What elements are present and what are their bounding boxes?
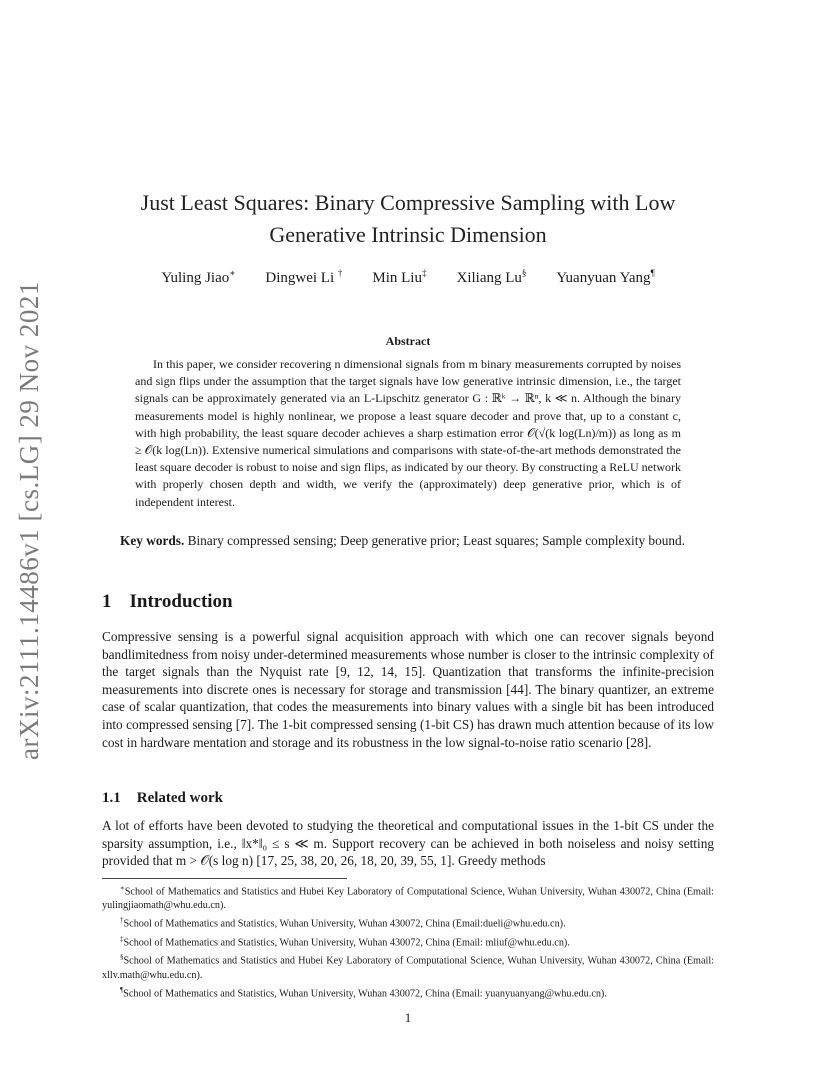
author-1 xyxy=(161,268,235,287)
author-name: Min Liu xyxy=(372,270,422,286)
page-number: 1 xyxy=(404,1010,412,1025)
subsection-title: Related work xyxy=(136,790,223,806)
footnote-mark: ∗ xyxy=(120,884,125,892)
author-name: Yuling Jiao xyxy=(161,270,230,286)
footnote-mark: ‡ xyxy=(120,934,124,943)
abstract-body: In this paper, we consider recovering n dimensional signals from m binary measurements corrupted by noises and sign flips under the assumption that the target signals have low generative intrinsic dimension, i.e., the target signals can be approximately generated via an L-Lipschitz generator G : ℝᵏ → ℝⁿ, k ≪ n. Although the binary measurements model is highly nonlinear, we propose a least square decoder and prove that, up to a constant c, with high probability, the least square decoder achieves a sharp estimation error 𝒪(√(k log(Ln)/m)) as long as m ≥ 𝒪(k log(Ln)). Extensive numerical simulations and comparisons with state-of-the-art methods demonstrated the least square decoder is robust to noise and sign flips, as indicated by our theory. By constructing a ReLU network with properly chosen depth and width, we verify the (approximately) deep generative prior, which is of independent interest. xyxy=(135,357,681,509)
footnote-5 xyxy=(102,983,714,1001)
footnotes xyxy=(102,881,714,1001)
footnote-text: School of Mathematics and Statistics, Wuhan University, Wuhan 430072, China (Email: mliuf@whu.edu.cn). xyxy=(123,937,570,949)
author-name: Xiliang Lu xyxy=(456,270,522,286)
footnote-mark: † xyxy=(120,916,124,925)
author-name: Yuanyuan Yang xyxy=(556,270,651,286)
section-number: 1 xyxy=(102,591,112,612)
author-5 xyxy=(556,268,654,287)
subsection-number: 1.1 xyxy=(102,790,121,806)
author-4 xyxy=(456,268,526,287)
author-mark: ¶ xyxy=(650,268,655,278)
author-2 xyxy=(265,268,342,287)
section-title: Introduction xyxy=(129,591,233,612)
footnote-4 xyxy=(102,950,714,982)
footnote-mark: ¶ xyxy=(120,985,124,994)
title-line-2: Generative Intrinsic Dimension xyxy=(269,222,547,247)
footnote-mark: § xyxy=(120,953,124,962)
subsection-heading-related-work xyxy=(102,790,223,807)
title-line-1: Just Least Squares: Binary Compressive Sampling with Low xyxy=(140,190,676,215)
author-3 xyxy=(372,268,426,287)
author-name: Dingwei Li xyxy=(265,270,335,286)
author-mark: § xyxy=(521,268,527,278)
section-heading-introduction xyxy=(102,591,233,613)
introduction-paragraph: Compressive sensing is a powerful signal acquisition approach with which one can recover signals beyond bandlimitedness from noisy under-determined measurements whose number is closer to the intrinsic complexity of the target signals than the Nyquist rate [9, 12, 14, 15]. Quantization that transforms the infinite-precision measurements into discrete ones is necessary for storage and transmission [44]. The binary quantizer, an extreme case of scalar quantization, that codes the measurements into binary values with a single bit has been introduced into compressed sensing [7]. The 1-bit compressed sensing (1-bit CS) has drawn much attention because of its low cost in hardware mentation and storage and its robustness in the low signal-to-noise ratio scenario [28]. xyxy=(102,629,714,750)
footnote-1 xyxy=(102,881,714,913)
footnote-text: School of Mathematics and Statistics, Wuhan University, Wuhan 430072, China (Email:dueli@whu.edu.cn). xyxy=(123,918,566,930)
footnote-text: School of Mathematics and Statistics and Hubei Key Laboratory of Computational Science, Wuhan University, Wuhan 430072, China (Email: yulingjiaomath@whu.edu.cn). xyxy=(102,886,714,912)
author-mark: ∗ xyxy=(229,268,236,278)
author-mark: † xyxy=(337,268,343,278)
footnote-2 xyxy=(102,913,714,931)
keywords xyxy=(102,532,714,550)
footnote-separator xyxy=(102,878,347,879)
author-list xyxy=(102,268,714,287)
paper-title xyxy=(102,187,714,251)
keywords-text: Binary compressed sensing; Deep generative prior; Least squares; Sample complexity bound. xyxy=(187,533,685,548)
footnote-3 xyxy=(102,932,714,950)
footnote-text: School of Mathematics and Statistics and Hubei Key Laboratory of Computational Science, Wuhan University, Wuhan 430072, China (Email: xllv.math@whu.edu.cn). xyxy=(102,955,714,981)
author-mark: ‡ xyxy=(421,268,427,278)
arxiv-stamp: arXiv:2111.14486v1 [cs.LG] 29 Nov 2021 xyxy=(14,281,44,760)
related-work-paragraph: A lot of efforts have been devoted to studying the theoretical and computational issues in the 1-bit CS under the sparsity assumption, i.e., ‖x*‖₀ ≤ s ≪ m. Support recovery can be achieved in both noiseless and noisy setting provided that m > 𝒪(s log n) [17, 25, 38, 20, 26, 18, 20, 39, 55, 1]. Greedy methods xyxy=(102,818,714,869)
abstract-heading: Abstract xyxy=(385,334,431,348)
keywords-label: Key words. xyxy=(120,533,185,548)
footnote-text: School of Mathematics and Statistics, Wuhan University, Wuhan 430072, China (Email: yuanyuanyang@whu.edu.cn). xyxy=(123,987,607,999)
